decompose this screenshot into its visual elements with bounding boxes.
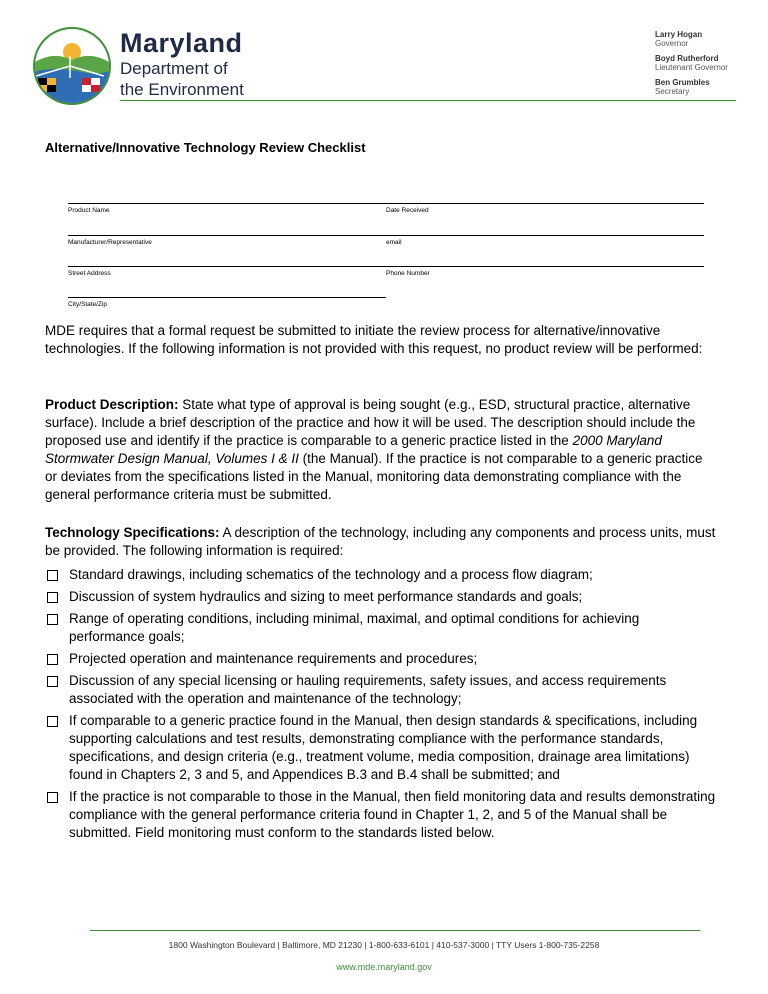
- product-description-text-1: State what type of approval is being sought (e.g., ESD, structural practice, alternative surface). Include a brief description of the practice and how it will be used. The description should include the proposed use and identify if the practice is comparable to a generic practice listed in the: [45, 397, 696, 448]
- tech-spec-heading: Technology Specifications:: [45, 525, 220, 540]
- checklist-item-text: Discussion of system hydraulics and sizing to meet performance standards and goals;: [69, 589, 583, 604]
- city-state-zip-field[interactable]: [68, 297, 386, 308]
- agency-block: [120, 28, 244, 100]
- checkbox[interactable]: [47, 792, 58, 803]
- officials-list: [655, 30, 728, 102]
- footer-website-link[interactable]: www.mde.maryland.gov: [336, 962, 432, 972]
- official-name: Ben Grumbles: [655, 78, 710, 87]
- checklist-item: [45, 566, 717, 584]
- checkbox[interactable]: [47, 716, 58, 727]
- email-label: email: [386, 239, 402, 246]
- checkbox[interactable]: [47, 570, 58, 581]
- official-name: Larry Hogan: [655, 30, 703, 39]
- intro-text: MDE requires that a formal request be submitted to initiate the review process for alternative/innovative technologies. If the following information is not provided with this request, no product review will be performed:: [45, 323, 703, 356]
- checkbox[interactable]: [47, 676, 58, 687]
- intro-paragraph: [45, 322, 717, 358]
- date-received-label: Date Received: [386, 207, 429, 214]
- manual-title: 2000 Maryland Stormwater Design Manual, Volumes I & II: [45, 433, 662, 466]
- city-state-zip-label: City/State/Zip: [68, 301, 108, 308]
- official-title: Governor: [655, 39, 689, 48]
- phone-number-field[interactable]: [386, 266, 704, 277]
- checklist-item: [45, 650, 717, 668]
- manufacturer-field[interactable]: [68, 235, 386, 246]
- checkbox[interactable]: [47, 654, 58, 665]
- checklist-item-text: Projected operation and maintenance requirements and procedures;: [69, 651, 478, 666]
- manufacturer-label: Manufacturer/Representative: [68, 239, 152, 246]
- footer-address: 1800 Washington Boulevard | Baltimore, MD 21230 | 1-800-633-6101 | 410-537-3000 | TTY Users 1-800-735-2258: [168, 940, 600, 950]
- checklist-item: [45, 672, 717, 708]
- checklist-item: [45, 712, 717, 784]
- product-description-text-2: (the Manual). If the practice is not comparable to a generic practice or deviates from the specifications listed in the Manual, monitoring data demonstrating compliance with the general performance criteria must be submitted.: [45, 451, 703, 502]
- email-field[interactable]: [386, 235, 704, 246]
- checklist-item-text: If comparable to a generic practice found in the Manual, then design standards & specifications, including supporting calculations and test results, demonstrating compliance with the performance standards, specifications, and design criteria (e.g., treatment volume, media composition, drainage area limitations) found in Chapters 2, 3 and 5, and Appendices B.3 and B.4 shall be submitted; and: [69, 713, 698, 782]
- checkbox[interactable]: [47, 592, 58, 603]
- checklist-item-text: Discussion of any special licensing or hauling requirements, safety issues, and access requirements associated with the operation and maintenance of the technology;: [69, 673, 667, 706]
- header-divider: [120, 100, 736, 101]
- checklist-item-text: If the practice is not comparable to those in the Manual, then field monitoring data and results demonstrating compliance with the general performance criteria found in Chapter 1, 2, and 5 of the Manual shall be submitted. Field monitoring must conform to the standards listed below.: [69, 789, 716, 840]
- official: [655, 30, 728, 48]
- checklist-item: [45, 588, 717, 606]
- checkbox[interactable]: [47, 614, 58, 625]
- official: [655, 78, 728, 96]
- product-name-field[interactable]: [68, 203, 386, 214]
- checklist-item-text: Range of operating conditions, including minimal, maximal, and optimal conditions for achieving performance goals;: [69, 611, 640, 644]
- product-name-label: Product Name: [68, 207, 110, 214]
- page-title: Alternative/Innovative Technology Review Checklist: [45, 140, 366, 155]
- official-title: Lieutenant Governor: [655, 63, 728, 72]
- mde-logo: [32, 26, 112, 106]
- street-address-label: Street Address: [68, 270, 111, 277]
- checklist-item-text: Standard drawings, including schematics of the technology and a process flow diagram;: [69, 567, 593, 582]
- official: [655, 54, 728, 72]
- product-description-section: [45, 396, 717, 504]
- tech-spec-text: A description of the technology, including any components and process units, must be provided. The following information is required:: [45, 525, 716, 558]
- department-line-1: Department of: [120, 59, 228, 78]
- phone-number-label: Phone Number: [386, 270, 430, 277]
- footer-divider: [90, 930, 700, 931]
- product-description-heading: Product Description:: [45, 397, 179, 412]
- agency-name: Maryland: [120, 28, 243, 58]
- street-address-field[interactable]: [68, 266, 386, 277]
- checklist-item: [45, 788, 717, 842]
- requirements-checklist: [45, 566, 717, 846]
- date-received-field[interactable]: [386, 203, 704, 214]
- official-name: Boyd Rutherford: [655, 54, 719, 63]
- checklist-item: [45, 610, 717, 646]
- department-line-2: the Environment: [120, 80, 244, 99]
- tech-spec-intro: [45, 524, 717, 560]
- official-title: Secretary: [655, 87, 690, 96]
